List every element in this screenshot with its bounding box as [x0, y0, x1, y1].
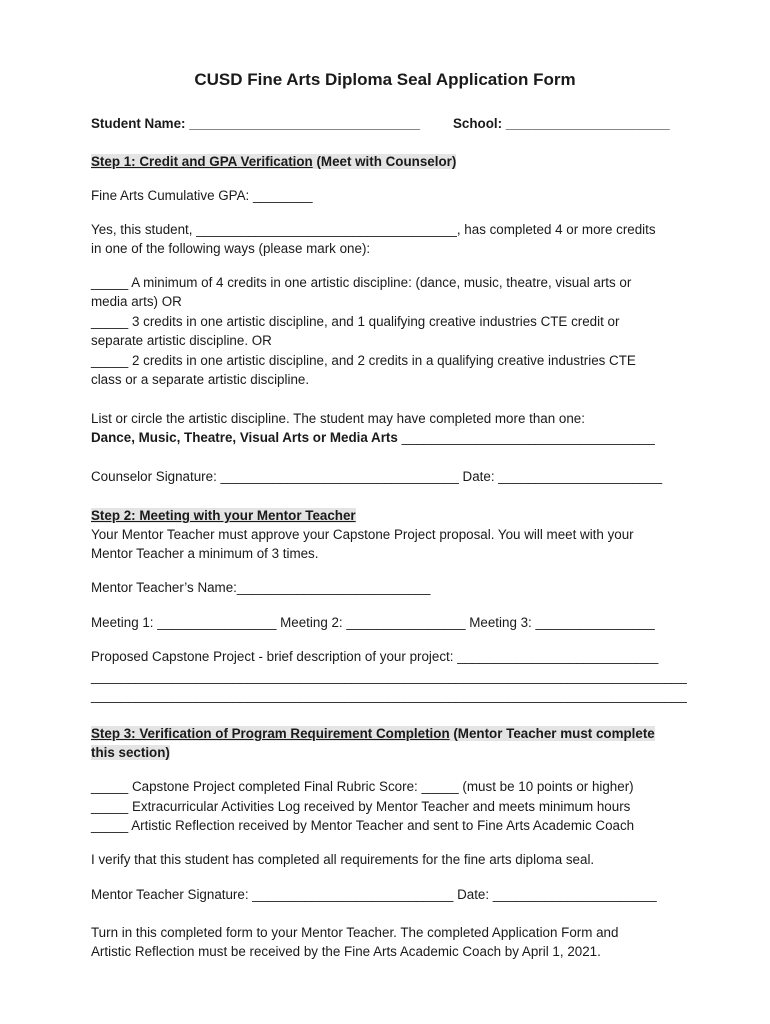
option-1-line-1[interactable]: _____ A minimum of 4 credits in one artistic discipline: (dance, music, theatre, visual arts or [91, 275, 632, 290]
gpa-field[interactable]: Fine Arts Cumulative GPA: ________ [91, 188, 313, 203]
option-2-line-1[interactable]: _____ 3 credits in one artistic discipline, and 1 qualifying creative industries CTE credit or [91, 314, 620, 329]
step3-heading-continued [91, 743, 170, 762]
step3-heading [91, 724, 655, 743]
discipline-list: Dance, Music, Theatre, Visual Arts or Media Arts [91, 430, 398, 445]
discipline-blank[interactable]: __________________________________ [397, 430, 655, 445]
discipline-field[interactable] [91, 428, 655, 447]
verification-statement: I verify that this student has completed all requirements for the fine arts diploma seal. [91, 852, 595, 867]
step2-heading [91, 506, 356, 525]
step3-heading-title: Step 3: Verification of Program Requirement Completion [91, 726, 450, 741]
option-1-line-2: media arts) OR [91, 294, 182, 309]
step2-heading-title: Step 2: Meeting with your Mentor Teacher [91, 508, 356, 523]
step3-heading-line-2: this section) [91, 745, 170, 760]
step1-heading-title: Step 1: Credit and GPA Verification [91, 154, 313, 169]
student-confirm-line-2: in one of the following ways (please mark one): [91, 241, 371, 256]
option-2-line-2: separate artistic discipline. OR [91, 333, 272, 348]
option-3-line-1[interactable]: _____ 2 credits in one artistic discipline, and 2 credits in a qualifying creative industries CTE [91, 353, 636, 368]
school-field[interactable]: School: ______________________ [453, 116, 670, 131]
turn-in-instructions-line-2: Artistic Reflection must be received by the Fine Arts Academic Coach by April 1, 2021. [91, 944, 601, 959]
form-title: CUSD Fine Arts Diploma Seal Application Form [194, 70, 576, 89]
project-description-line-3[interactable]: ________________________________________________________________________________ [91, 688, 687, 703]
step3-heading-note: (Mentor Teacher must complete [449, 726, 655, 741]
activities-log-item[interactable]: _____ Extracurricular Activities Log received by Mentor Teacher and meets minimum hours [91, 799, 631, 814]
turn-in-instructions-line-1: Turn in this completed form to your Mentor Teacher. The completed Application Form and [91, 925, 619, 940]
step1-heading-note: (Meet with Counselor) [312, 154, 457, 169]
student-name-field[interactable]: Student Name: _______________________________ [91, 116, 421, 131]
counselor-signature-field[interactable]: Counselor Signature: ________________________________ Date: ______________________ [91, 469, 663, 484]
project-description-line-2[interactable]: ________________________________________________________________________________ [91, 669, 687, 684]
project-description-field[interactable]: Proposed Capstone Project - brief description of your project: ___________________________ [91, 649, 659, 664]
step1-heading [91, 152, 456, 171]
step2-description-line-2: Mentor Teacher a minimum of 3 times. [91, 546, 319, 561]
artistic-reflection-item[interactable]: _____ Artistic Reflection received by Mentor Teacher and sent to Fine Arts Academic Coach [91, 818, 635, 833]
discipline-instructions: List or circle the artistic discipline. The student may have completed more than one: [91, 411, 585, 426]
step2-description-line-1: Your Mentor Teacher must approve your Capstone Project proposal. You will meet with your [91, 527, 634, 542]
mentor-name-field[interactable]: Mentor Teacher’s Name:__________________________ [91, 580, 431, 595]
mentor-signature-field[interactable]: Mentor Teacher Signature: ___________________________ Date: ______________________ [91, 887, 657, 902]
student-confirm-line-1[interactable]: Yes, this student, ___________________________________, has completed 4 or more credits [91, 222, 656, 237]
capstone-completed-item[interactable]: _____ Capstone Project completed Final Rubric Score: _____ (must be 10 points or higher) [91, 779, 634, 794]
meetings-field[interactable]: Meeting 1: ________________ Meeting 2: ________________ Meeting 3: ________________ [91, 615, 655, 630]
option-3-line-2: class or a separate artistic discipline. [91, 372, 310, 387]
